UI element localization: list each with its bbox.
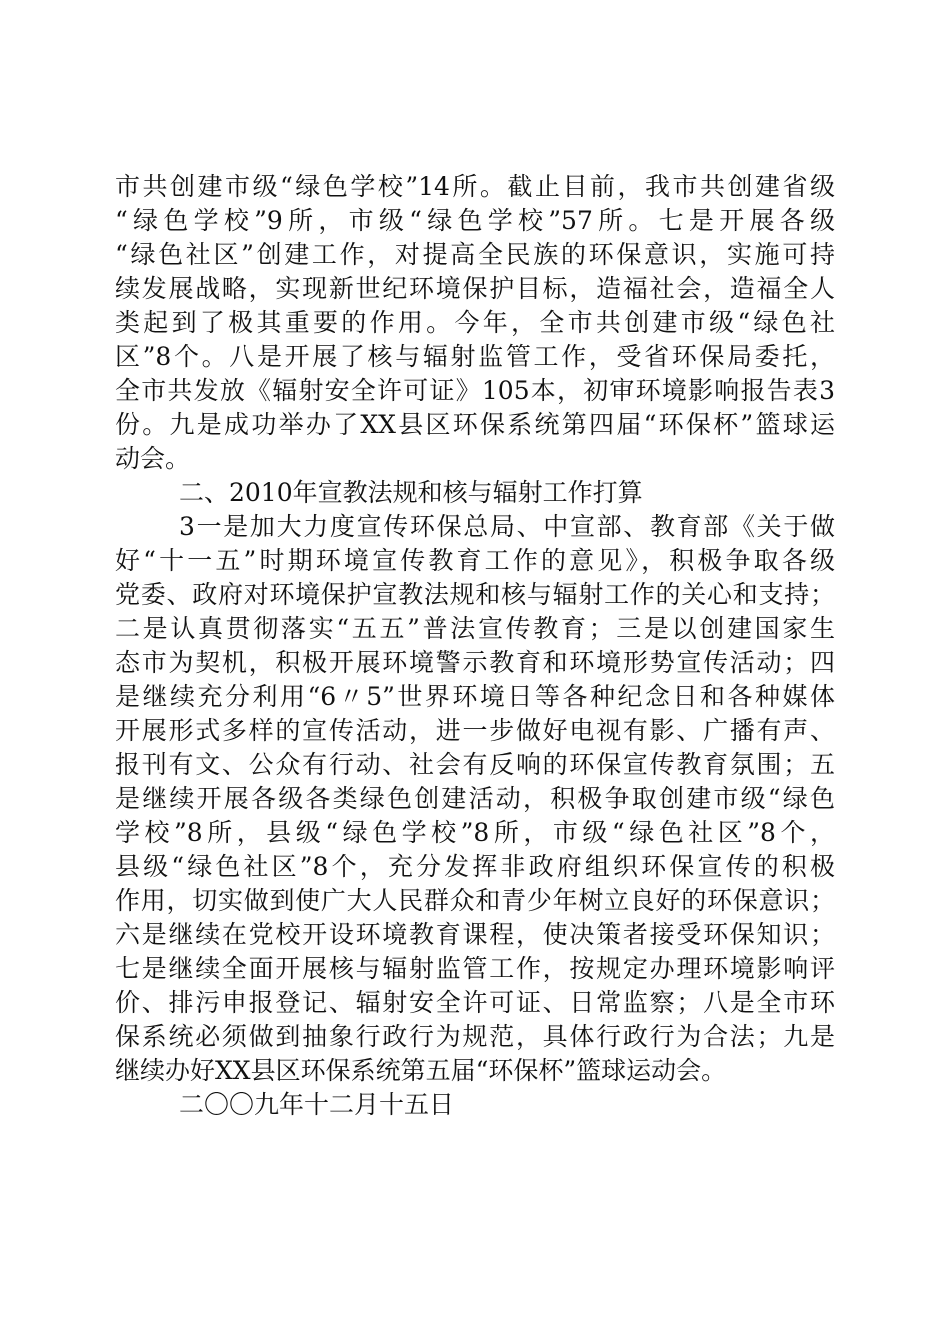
text-line: “绿色社区”创建工作，对提高全民族的环保意识，实施可持 (115, 240, 835, 269)
paragraph-achievements (115, 170, 835, 476)
text-line: 保系统必须做到抽象行政行为规范，具体行政行为合法；九是 (115, 1022, 835, 1051)
text-line: 开展形式多样的宣传活动，进一步做好电视有影、广播有声、 (115, 716, 835, 745)
text-line: 动会。 (115, 444, 191, 473)
text-line: “绿色学校”9所，市级“绿色学校”57所。七是开展各级 (115, 206, 835, 235)
text-line: 类起到了极其重要的作用。今年，全市共创建市级“绿色社 (115, 308, 835, 337)
text-line: 是继续开展各级各类绿色创建活动，积极争取创建市级“绿色 (115, 784, 835, 813)
text-line: 二是认真贯彻落实“五五”普法宣传教育；三是以创建国家生 (115, 614, 835, 643)
text-line: 市共创建市级“绿色学校”14所。截止目前，我市共创建省级 (115, 172, 835, 201)
text-line: 是继续充分利用“6〃5”世界环境日等各种纪念日和各种媒体 (115, 682, 835, 711)
paragraph-plans (115, 510, 835, 1088)
text-line: 价、排污申报登记、辐射安全许可证、日常监察；八是全市环 (115, 988, 835, 1017)
text-line: 份。九是成功举办了XX县区环保系统第四届“环保杯”篮球运 (115, 410, 835, 439)
text-line: 区”8个。八是开展了核与辐射监管工作，受省环保局委托， (115, 342, 835, 371)
text-line: 继续办好XX县区环保系统第五届“环保杯”篮球运动会。 (115, 1056, 727, 1085)
text-line: 六是继续在党校开设环境教育课程，使决策者接受环保知识； (115, 920, 835, 949)
section-heading: 二、2010年宣教法规和核与辐射工作打算 (179, 478, 643, 507)
text-line: 好“十一五”时期环境宣传教育工作的意见》，积极争取各级 (115, 546, 835, 575)
text-line: 作用，切实做到使广大人民群众和青少年树立良好的环保意识； (115, 886, 835, 915)
text-line: 党委、政府对环境保护宣教法规和核与辐射工作的关心和支持； (115, 580, 835, 609)
text-line: 报刊有文、公众有行动、社会有反响的环保宣传教育氛围；五 (115, 750, 835, 779)
document-body (115, 170, 835, 1122)
text-line: 续发展战略，实现新世纪环境保护目标，造福社会，造福全人 (115, 274, 835, 303)
text-line: 态市为契机，积极开展环境警示教育和环境形势宣传活动；四 (115, 648, 835, 677)
text-line: 全市共发放《辐射安全许可证》105本，初审环境影响报告表3 (115, 376, 835, 405)
text-line: 县级“绿色社区”8个，充分发挥非政府组织环保宣传的积极 (115, 852, 835, 881)
text-line: 学校”8所，县级“绿色学校”8所，市级“绿色社区”8个， (115, 818, 835, 847)
text-line: 3一是加大力度宣传环保总局、中宣部、教育部《关于做 (179, 512, 835, 541)
text-line: 七是继续全面开展核与辐射监管工作，按规定办理环境影响评 (115, 954, 835, 983)
document-date: 二〇〇九年十二月十五日 (179, 1090, 455, 1119)
